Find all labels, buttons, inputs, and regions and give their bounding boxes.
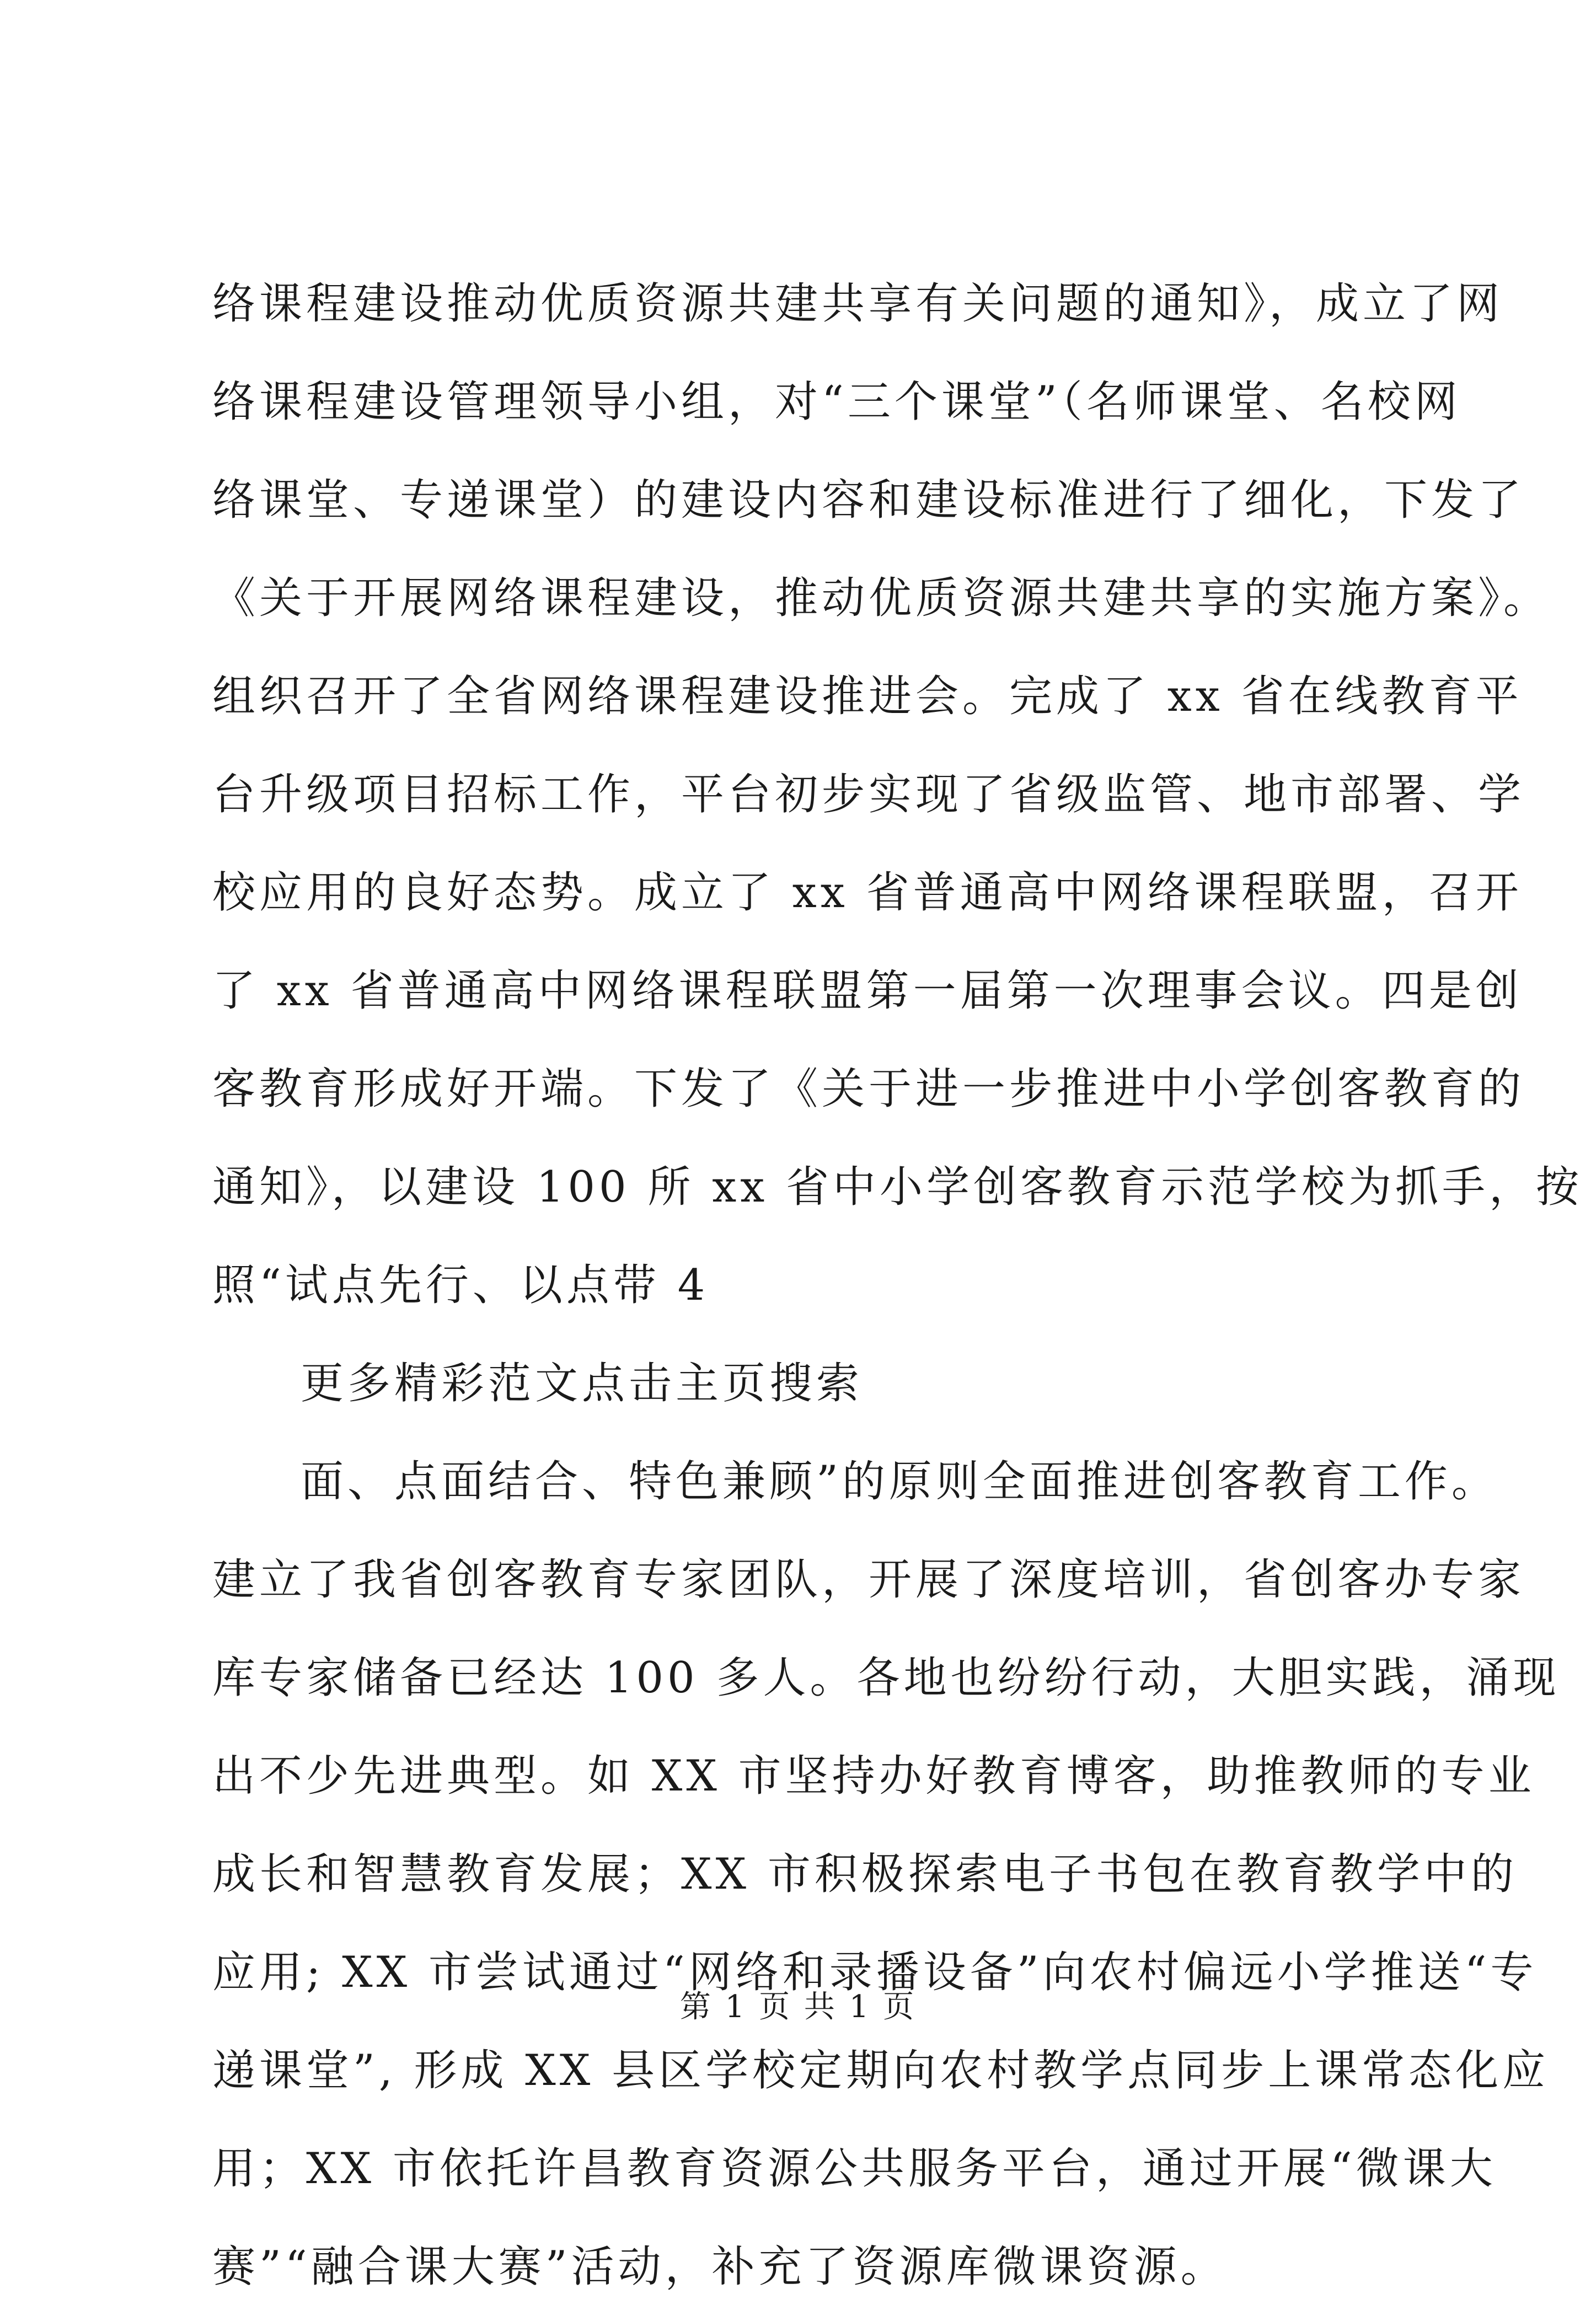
text-line-14: 建立了我省创客教育专家团队，开展了深度培训，省创客办专家 <box>212 1555 1525 1605</box>
text-line-19: 递课堂”, 形成 XX 县区学校定期向农村教学点同步上课常态化应 <box>212 2046 1550 2095</box>
text-line-2: 络课程建设管理领导小组，对“三个课堂”（名师课堂、名校网 <box>212 377 1461 427</box>
text-line-9: 客教育形成好开端。下发了《关于进一步推进中小学创客教育的 <box>212 1064 1525 1114</box>
text-line-10: 通知》，以建设 100 所 xx 省中小学创客教育示范学校为抓手，按 <box>212 1162 1583 1212</box>
page-footer: 第 1 页 共 1 页 <box>679 1989 917 2025</box>
text-line-18: 应用; XX 市尝试通过“网络和录播设备”向农村偏远小学推送“专 <box>212 1948 1538 1997</box>
text-line-1: 络课程建设推动优质资源共建共享有关问题的通知》，成立了网 <box>212 279 1504 329</box>
promo-line: 更多精彩范文点击主页搜索 <box>301 1359 864 1408</box>
text-line-6: 台升级项目招标工作，平台初步实现了省级监管、地市部署、学 <box>212 770 1525 819</box>
text-line-17: 成长和智慧教育发展；XX 市积极探索电子书包在教育教学中的 <box>212 1849 1518 1899</box>
text-line-5: 组织召开了全省网络课程建设推进会。完成了 xx 省在线教育平 <box>212 672 1523 721</box>
text-line-16: 出不少先进典型。如 XX 市坚持办好教育博客，助推教师的专业 <box>212 1751 1535 1801</box>
text-line-11: 照“试点先行、以点带 4 <box>212 1261 709 1310</box>
text-line-20: 用；XX 市依托许昌教育资源公共服务平台，通过开展“微课大 <box>212 2144 1497 2194</box>
text-line-7: 校应用的良好态势。成立了 xx 省普通高中网络课程联盟，召开 <box>212 868 1523 918</box>
text-line-15: 库专家储备已经达 100 多人。各地也纷纷行动，大胆实践，涌现 <box>212 1653 1560 1703</box>
text-line-21: 赛”“融合课大赛”活动，补充了资源库微课资源。 <box>212 2242 1228 2292</box>
text-line-13: 面、点面结合、特色兼顾”的原则全面推进创客教育工作。 <box>301 1457 1498 1507</box>
text-line-8: 了 xx 省普通高中网络课程联盟第一届第一次理事会议。四是创 <box>212 966 1523 1016</box>
text-line-3: 络课堂、专递课堂）的建设内容和建设标准进行了细化，下发了 <box>212 475 1525 525</box>
text-line-4: 《关于开展网络课程建设，推动优质资源共建共享的实施方案》。 <box>212 573 1551 623</box>
